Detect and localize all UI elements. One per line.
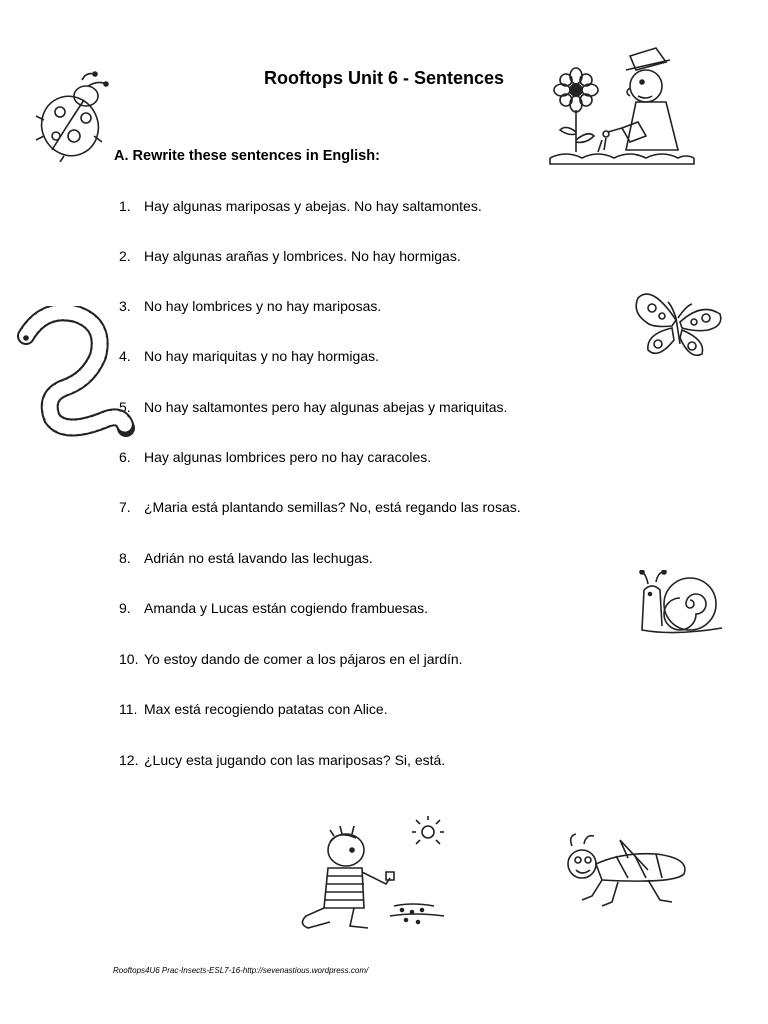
snail-icon — [634, 570, 726, 640]
sentence-item: 1. Hay algunas mariposas y abejas. No hay saltamontes. — [119, 198, 482, 214]
ladybug-icon — [34, 70, 116, 162]
sentence-item: 3. No hay lombrices y no hay mariposas. — [119, 298, 382, 314]
sentence-item: 12. ¿Lucy esta jugando con las mariposas? Si, está. — [119, 752, 446, 768]
worm-icon — [14, 306, 136, 440]
sentence-item: 6. Hay algunas lombrices pero no hay caracoles. — [119, 449, 432, 465]
sentence-item: 7. ¿Maria está plantando semillas? No, está regando las rosas. — [119, 499, 521, 515]
sentence-item: 4. No hay mariquitas y no hay hormigas. — [119, 348, 379, 364]
grasshopper-icon — [562, 830, 694, 910]
section-a-instruction: A. Rewrite these sentences in English: — [114, 148, 380, 164]
footer-source: Rooftops4U6 Prac-Insects-ESL7-16-http://sevenastious.wordpress.com/ — [113, 966, 369, 975]
sentence-item: 5. No hay saltamontes pero hay algunas abejas y mariquitas. — [119, 399, 508, 415]
page-title: Rooftops Unit 6 - Sentences — [263, 68, 505, 88]
gardener-icon — [546, 40, 696, 170]
sentence-item: 10. Yo estoy dando de comer a los pájaros en el jardín. — [119, 651, 463, 667]
sentence-item: 11. Max está recogiendo patatas con Alice. — [119, 701, 388, 717]
sentence-item: 2. Hay algunas arañas y lombrices. No hay hormigas. — [119, 248, 461, 264]
child-planting-icon — [294, 816, 466, 936]
sentence-item: 8. Adrián no está lavando las lechugas. — [119, 550, 373, 566]
butterfly-icon — [632, 290, 724, 362]
sentence-item: 9. Amanda y Lucas están cogiendo frambuesas. — [119, 600, 429, 616]
